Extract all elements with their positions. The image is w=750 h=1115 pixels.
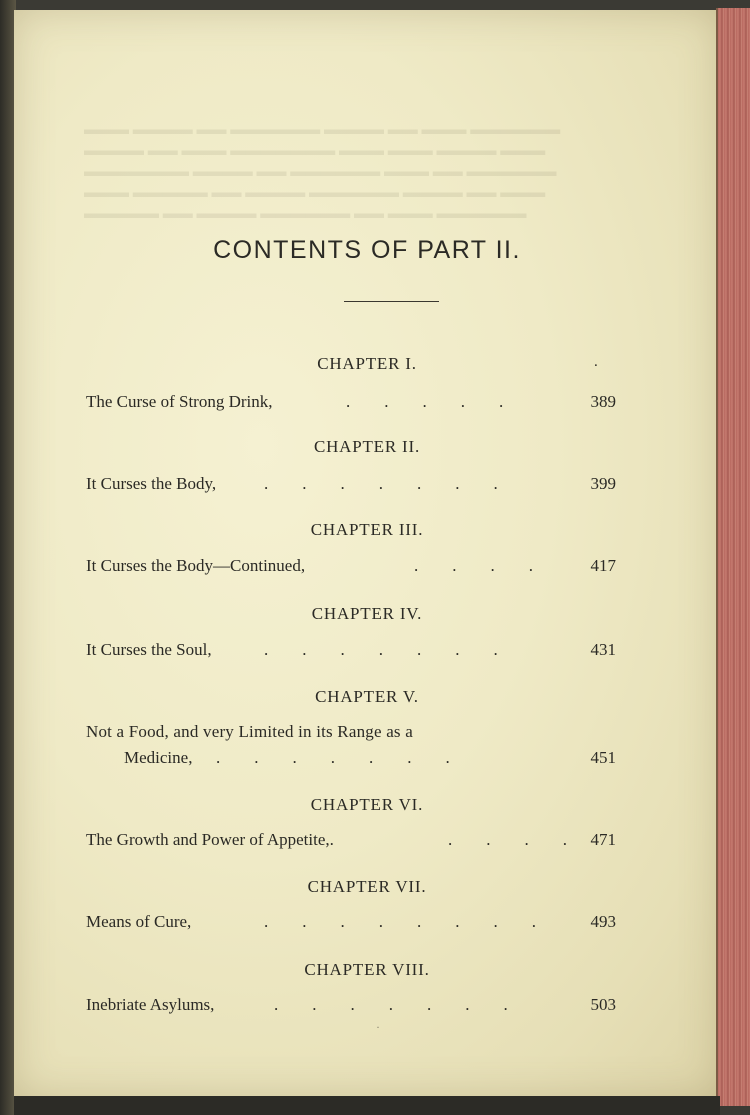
leader-dots: . . . . . xyxy=(346,392,504,411)
page-title: CONTENTS OF PART II. xyxy=(213,236,521,264)
toc-entry-label-line1[interactable]: Not a Food, and very Limited in its Range as a xyxy=(86,722,413,741)
leader-dots: . . . . xyxy=(414,556,533,575)
leader-dots: . . . . . . . xyxy=(274,995,508,1014)
chapter-heading: CHAPTER VI. xyxy=(310,795,424,814)
toc-entry[interactable] xyxy=(86,748,616,772)
toc-entry[interactable] xyxy=(86,830,616,854)
chapter-heading: CHAPTER I. xyxy=(317,354,417,373)
stray-dot: . xyxy=(594,354,598,370)
toc-entry[interactable] xyxy=(86,640,616,664)
toc-page-number: 503 xyxy=(590,995,616,1014)
toc-page-number: 431 xyxy=(590,640,616,659)
chapter-heading: CHAPTER V. xyxy=(315,687,419,706)
toc-entry-label-line2: Medicine, xyxy=(124,748,193,767)
toc-page-number: 417 xyxy=(590,556,616,575)
chapter-heading: CHAPTER II. xyxy=(313,437,421,456)
page-block-edge xyxy=(718,8,750,1106)
toc-entry[interactable] xyxy=(86,392,616,416)
toc-entry-label: It Curses the Soul, xyxy=(86,640,212,659)
toc-page-number: 493 xyxy=(590,912,616,931)
toc-entry-label: It Curses the Body—Continued, xyxy=(86,556,306,575)
bleed-through-text: ▬▬▬ ▬▬▬▬ ▬▬ ▬▬▬▬▬▬ ▬▬▬▬ ▬▬ ▬▬▬ ▬▬▬▬▬▬ ▬▬▬▬ ▬▬ ▬▬▬ ▬▬▬▬▬▬▬ ▬▬▬ ▬▬▬ ▬▬▬▬ ▬▬▬ ▬▬▬▬▬▬▬ ▬▬▬▬ ▬▬ ▬▬▬▬▬▬ ▬▬▬ ▬▬ ▬▬▬▬▬▬ ▬▬▬ ▬▬▬▬▬ ▬▬ ▬▬▬▬ ▬▬▬▬▬▬ ▬▬▬▬ ▬▬ ▬▬▬ ▬▬▬▬▬ ▬▬ ▬▬▬▬ ▬▬▬▬▬▬ ▬▬ ▬▬▬ ▬▬▬▬▬▬ xyxy=(84,122,561,222)
toc-entry[interactable] xyxy=(86,912,616,936)
toc-page-number: 471 xyxy=(590,830,616,849)
toc-page-number: 451 xyxy=(590,748,616,767)
toc-entry-label: Inebriate Asylums, xyxy=(86,995,215,1014)
toc-entry-label: Means of Cure, xyxy=(86,912,192,931)
leader-dots: . . . . . . . . xyxy=(264,912,536,931)
toc-entry[interactable] xyxy=(86,474,616,498)
title-rule xyxy=(344,301,439,302)
toc-page-number: 389 xyxy=(590,392,616,411)
toc-entry[interactable] xyxy=(86,995,616,1019)
toc-entry[interactable] xyxy=(86,556,616,580)
toc-entry-label: The Curse of Strong Drink, xyxy=(86,392,273,411)
speck: · xyxy=(376,1020,380,1034)
chapter-heading: CHAPTER IV. xyxy=(311,604,423,623)
toc-entry-label: It Curses the Body, xyxy=(86,474,217,493)
bottom-shadow xyxy=(14,1096,720,1115)
leader-dots: . . . . . . . xyxy=(264,474,498,493)
book-page xyxy=(14,10,720,1098)
chapter-heading: CHAPTER VIII. xyxy=(304,960,430,979)
leader-dots: . . . . xyxy=(448,830,567,849)
toc-page-number: 399 xyxy=(590,474,616,493)
chapter-heading: CHAPTER III. xyxy=(310,520,424,539)
toc-entry-label: The Growth and Power of Appetite,. xyxy=(86,830,334,849)
leader-dots: . . . . . . . xyxy=(264,640,498,659)
leader-dots: . . . . . . . xyxy=(216,748,450,767)
chapter-heading: CHAPTER VII. xyxy=(307,877,427,896)
